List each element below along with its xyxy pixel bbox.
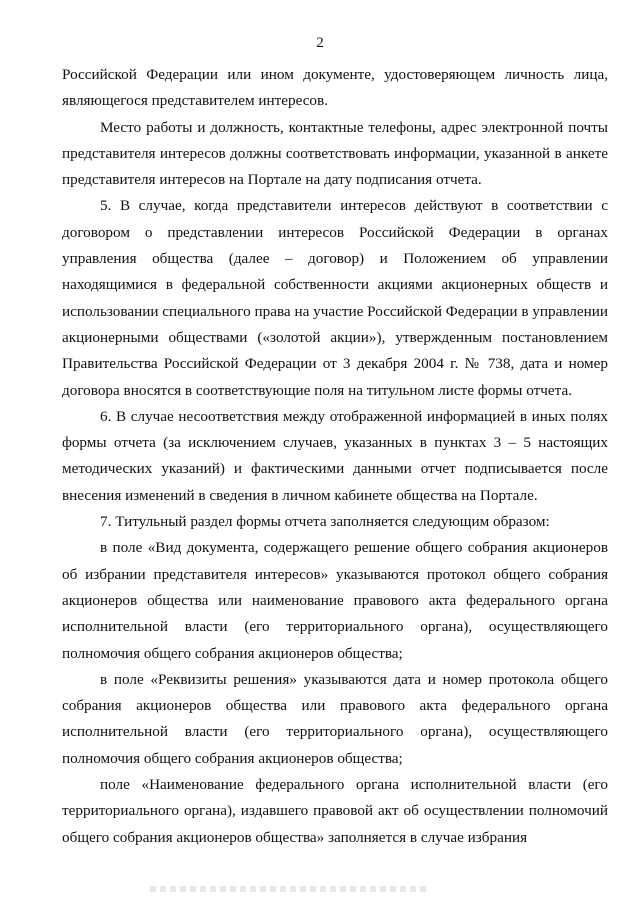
page-number: 2 [316,35,324,51]
paragraph-item-5: 5. В случае, когда представители интересов действуют в соответствии с договором о представлении интересов Российской Федерации в органах управления общества (далее – договор) и Положением об управлении находящимися в федеральной собственности акциями акционерных обществ и использовании специального права на участие Российской Федерации в управлении акционерными обществами («золотой акции»), утвержденным постановлением Правительства Российской Федерации от 3 декабря 2004 г. № 738, дата и номер договора вносятся в соответствующие поля на титульном листе формы отчета. [62,197,609,399]
paragraph-item-6: 6. В случае несоответствия между отображенной информацией в иных полях формы отчета (за исключением случаев, указанных в пунктах 3 – 5 настоящих методических указаний) и фактическими данными отчет подписывается после внесения изменений в сведения в личном кабинете общества на Портале. [62,407,608,504]
paragraph-item-7: 7. Титульный раздел формы отчета заполняется следующим образом: [100,513,550,531]
paragraph-contact-info: Место работы и должность, контактные телефоны, адрес электронной почты представителя интересов должны соответствовать информации, указанной в анкете представителя интересов на Портале на дату подписания отчета. [62,118,608,189]
paragraph-document-type-field: в поле «Вид документа, содержащего решение общего собрания акционеров об избрании представителя интересов» указываются протокол общего собрания акционеров общества или наименование правового акта федерального органа исполнительной власти (его территориального органа), осуществляющего полномочия общего собрания акционеров общества; [62,539,608,662]
paragraph-federal-body-field: поле «Наименование федерального органа исполнительной власти (его территориального органа), издавшего правовой акт об осуществлении полномочий общего собрания акционеров общества» заполняется в случае избрания [62,776,608,846]
paragraph-decision-details-field: в поле «Реквизиты решения» указываются дата и номер протокола общего собрания акционеров общества или правового акта федерального органа исполнительной власти (его территориального органа), осуществляющего полномочия общего собрания акционеров общества; [62,670,608,767]
paragraph-continuation: Российской Федерации или ином документе, удостоверяющем личность лица, являющегося представителем интересов. [62,66,608,110]
scan-artifact [150,886,430,892]
document-body [62,62,608,851]
